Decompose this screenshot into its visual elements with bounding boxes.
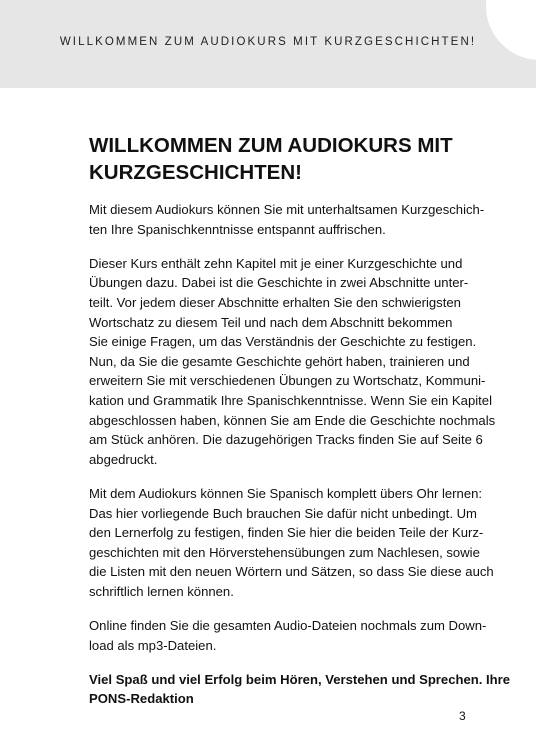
text-line: Wortschatz zu diesem Teil und nach dem Abschnitt bekommen bbox=[89, 314, 453, 330]
text-line: teilt. Vor jedem dieser Abschnitte erhalten Sie den schwierigsten bbox=[89, 294, 461, 310]
page-title bbox=[89, 132, 489, 186]
text-line: Mit dem Audiokurs können Sie Spanisch komplett übers Ohr lernen: bbox=[89, 485, 483, 501]
page-title-line: KURZGESCHICHTEN! bbox=[89, 161, 302, 184]
text-line: Dieser Kurs enthält zehn Kapitel mit je einer Kurzgeschichte und bbox=[89, 255, 463, 271]
text-line: am Stück anhören. Die dazugehörigen Tracks finden Sie auf Seite 6 bbox=[89, 432, 483, 448]
text-line: schriftlich lernen können. bbox=[89, 583, 234, 599]
text-line: den Lernerfolg zu festigen, finden Sie hier die beiden Teile der Kurz- bbox=[89, 525, 484, 541]
text-line: geschichten mit den Hörverstehensübungen zum Nachlesen, sowie bbox=[89, 544, 480, 560]
text-line: Übungen dazu. Dabei ist die Geschichte in zwei Abschnitte unter- bbox=[89, 275, 469, 291]
text-line: abgedruckt. bbox=[89, 451, 158, 467]
corner-circle-decoration bbox=[486, 0, 536, 60]
running-header-band bbox=[0, 0, 536, 88]
text-line: Mit diesem Audiokurs können Sie mit unterhaltsamen Kurzgeschich- bbox=[89, 202, 485, 217]
paragraph bbox=[89, 616, 487, 655]
paragraph bbox=[89, 200, 485, 239]
body-text bbox=[89, 200, 511, 724]
text-line: erweitern Sie mit verschiedenen Übungen zu Wortschatz, Kommuni- bbox=[89, 373, 486, 389]
text-line: Sie einige Fragen, um das Verständnis der Geschichte zu festigen. bbox=[89, 334, 477, 350]
closing-paragraph bbox=[89, 670, 511, 709]
paragraph bbox=[89, 254, 496, 470]
page-title-line: WILLKOMMEN ZUM AUDIOKURS MIT bbox=[89, 134, 453, 157]
text-line: PONS-Redaktion bbox=[89, 691, 194, 707]
text-line: ten Ihre Spanischkenntnisse entspannt auffrischen. bbox=[89, 221, 386, 237]
text-line: Viel Spaß und viel Erfolg beim Hören, Verstehen und Sprechen. Ihre bbox=[89, 671, 511, 687]
text-line: die Listen mit den neuen Wörtern und Sätzen, so dass Sie diese auch bbox=[89, 564, 494, 580]
text-line: abgeschlossen haben, können Sie am Ende die Geschichte nochmals bbox=[89, 412, 496, 428]
text-line: kation und Grammatik Ihre Spanischkenntnisse. Wenn Sie ein Kapitel bbox=[89, 392, 492, 408]
running-header-title: WILLKOMMEN ZUM AUDIOKURS MIT KURZGESCHICHTEN! bbox=[59, 36, 477, 48]
page-number: 3 bbox=[459, 709, 466, 723]
text-line: Das hier vorliegende Buch brauchen Sie dafür nicht unbedingt. Um bbox=[89, 505, 477, 521]
text-line: Nun, da Sie die gesamte Geschichte gehört haben, trainieren und bbox=[89, 353, 470, 369]
text-line: Online finden Sie die gesamten Audio-Dateien nochmals zum Down- bbox=[89, 618, 487, 634]
text-line: load als mp3-Dateien. bbox=[89, 637, 217, 653]
paragraph bbox=[89, 484, 494, 602]
